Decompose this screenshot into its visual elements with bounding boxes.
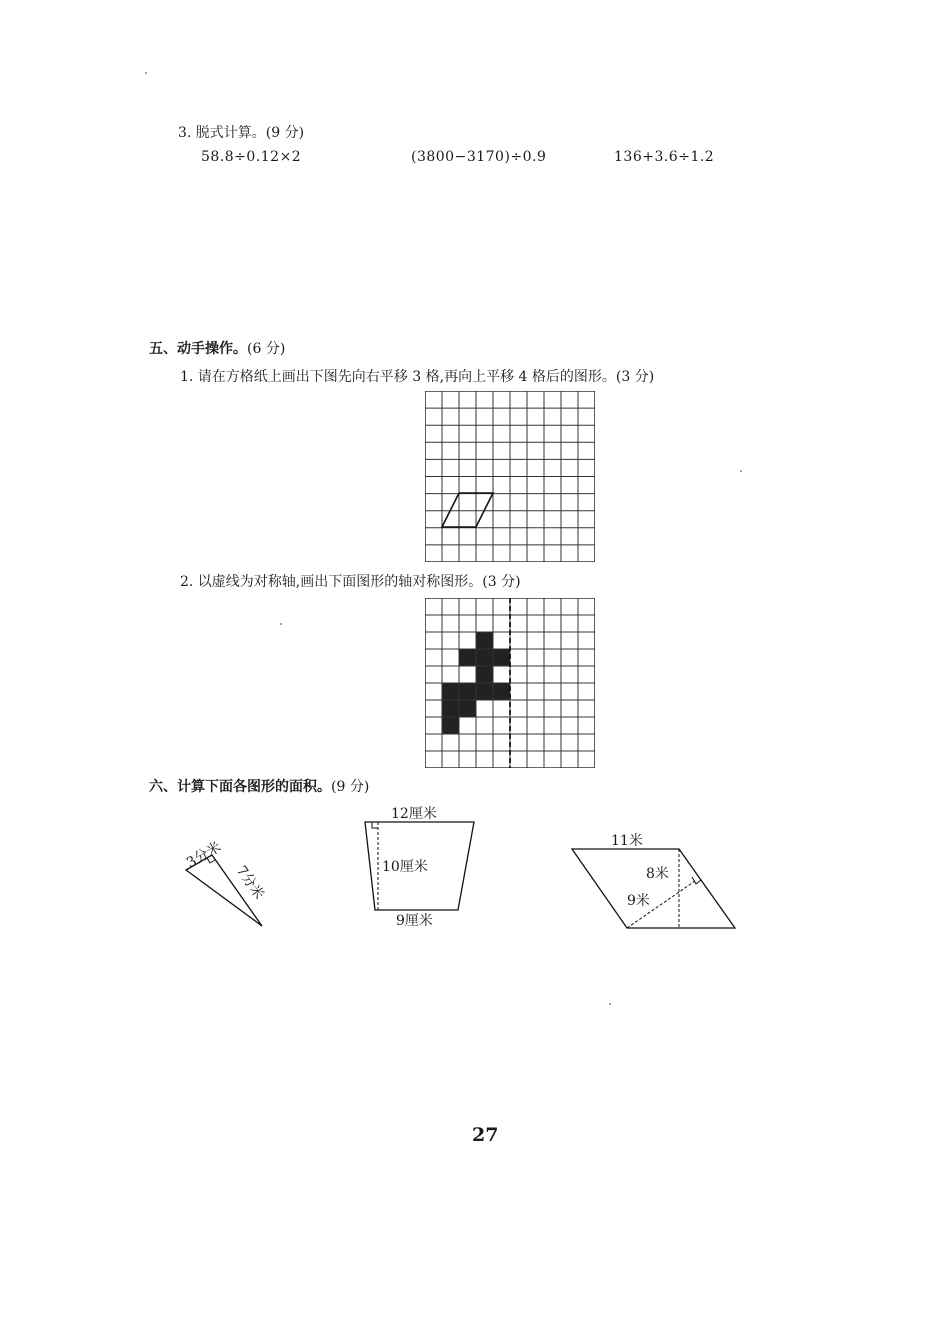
scan-speck [609, 1003, 611, 1005]
trapezoid-figure [355, 800, 485, 935]
shaded-cell [442, 683, 459, 700]
right-angle-mark [372, 822, 378, 828]
q3-expression-1: 58.8÷0.12×2 [201, 149, 302, 165]
shaded-cell [493, 649, 510, 666]
trapezoid-height-label: 10厘米 [382, 859, 428, 875]
section5-title: 五、动手操作。(6 分) [149, 341, 286, 357]
triangle-leg2-label: 7分米 [232, 863, 268, 903]
parallelogram-shape [442, 493, 493, 527]
grid-lines [425, 391, 595, 562]
shaded-cell [442, 700, 459, 717]
q3-expression-2: (3800−3170)÷0.9 [411, 149, 547, 165]
shaded-cell [476, 683, 493, 700]
shaded-cell [459, 683, 476, 700]
parallelogram-base-label: 11米 [611, 833, 643, 849]
trapezoid-top-label: 12厘米 [391, 806, 437, 822]
page-number: 27 [472, 1124, 499, 1146]
shaded-cell [476, 649, 493, 666]
symmetry-grid [425, 598, 595, 768]
section5-q1: 1. 请在方格纸上画出下图先向右平移 3 格,再向上平移 4 格后的图形。(3 分) [180, 369, 655, 385]
scan-speck [145, 72, 147, 74]
shaded-cell [493, 683, 510, 700]
q3-title: 3. 脱式计算。(9 分) [178, 125, 305, 141]
shaded-cell [442, 717, 459, 734]
parallelogram-side-label: 9米 [627, 893, 650, 909]
q3-expression-3: 136+3.6÷1.2 [614, 149, 715, 165]
shaded-cell [476, 666, 493, 683]
translation-grid [425, 391, 595, 562]
trapezoid-bottom-label: 9厘米 [396, 913, 433, 929]
parallelogram-figure [565, 825, 745, 935]
scan-speck [280, 623, 282, 625]
scan-speck [740, 470, 742, 472]
right-triangle-figure [170, 825, 280, 935]
shaded-cell [476, 632, 493, 649]
triangle-leg1-label: 3分米 [184, 839, 224, 872]
section6-title: 六、计算下面各图形的面积。(9 分) [149, 779, 370, 795]
shaded-cell [459, 649, 476, 666]
parallelogram-height-label: 8米 [646, 866, 669, 882]
section5-q2: 2. 以虚线为对称轴,画出下面图形的轴对称图形。(3 分) [180, 574, 521, 590]
shaded-cell [459, 700, 476, 717]
parallelogram-shape [572, 849, 735, 928]
